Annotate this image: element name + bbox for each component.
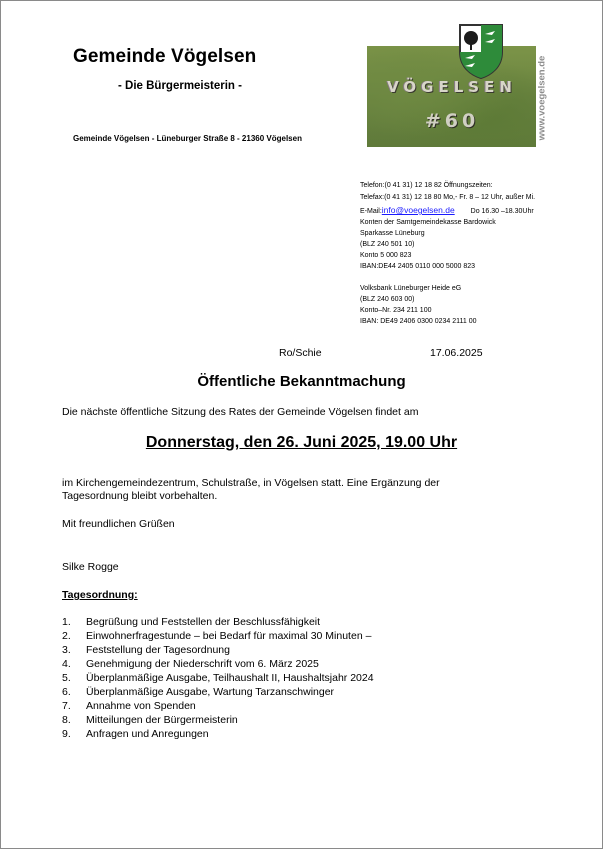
website-text: www.voegelsen.de (536, 55, 548, 141)
agenda-item (62, 657, 374, 671)
intro-text: Die nächste öffentliche Sitzung des Rates der Gemeinde Vögelsen findet am (62, 406, 419, 418)
agenda-item-text: Begrüßung und Feststellen der Beschlussfähigkeit (86, 616, 321, 628)
agenda-item (62, 727, 374, 741)
letter-date: 17.06.2025 (430, 347, 483, 359)
agenda-list (62, 615, 374, 741)
municipality-title: Gemeinde Vögelsen (73, 46, 257, 67)
agenda-item-number: 7. (62, 700, 71, 712)
location-text-line2: Tagesordnung bleibt vorbehalten. (62, 490, 218, 502)
bank1-line: (BLZ 240 501 10) (360, 241, 415, 248)
agenda-item-number: 8. (62, 714, 71, 726)
bank1-line: Konten der Samtgemeindekasse Bardowick (360, 219, 496, 226)
bank1-line: IBAN:DE44 2405 0110 000 5000 823 (360, 263, 476, 270)
signature-name: Silke Rogge (62, 561, 119, 573)
agenda-item-number: 3. (62, 644, 71, 656)
meeting-date: Donnerstag, den 26. Juni 2025, 19.00 Uhr (145, 434, 458, 451)
municipality-subtitle: - Die Bürgermeisterin - (118, 80, 242, 92)
email-hours: Do 16.30 –18.30Uhr (470, 208, 534, 215)
agenda-item (62, 699, 374, 713)
agenda-item-text: Feststellung der Tagesordnung (86, 644, 230, 656)
agenda-item-number: 1. (62, 616, 71, 628)
greeting-text: Mit freundlichen Grüßen (62, 518, 175, 530)
aerial-photo-logo (367, 46, 536, 147)
photo-number-text: #60 (424, 110, 480, 132)
agenda-item (62, 671, 374, 685)
location-text-line1: im Kirchengemeindezentrum, Schulstraße, in Vögelsen statt. Eine Ergänzung der (62, 477, 440, 489)
agenda-item-text: Anfragen und Anregungen (86, 728, 209, 740)
website-vertical (528, 48, 568, 148)
agenda-item-number: 4. (62, 658, 71, 670)
coat-of-arms-icon (457, 22, 505, 80)
agenda-item (62, 713, 374, 727)
agenda-item-number: 9. (62, 728, 71, 740)
bank1-line: Sparkasse Lüneburg (360, 230, 425, 237)
bank2-line: Volksbank Lüneburger Heide eG (360, 285, 462, 292)
photo-word-text: VÖGELSEN (387, 78, 517, 96)
agenda-title: Tagesordnung: (62, 589, 138, 601)
agenda-item-text: Annahme von Spenden (86, 700, 196, 712)
bank2-line: (BLZ 240 603 00) (360, 296, 415, 303)
agenda-item (62, 643, 374, 657)
email-label: E-Mail: (360, 208, 382, 215)
agenda-item (62, 685, 374, 699)
reference-sign: Ro/Schie (279, 347, 322, 359)
agenda-item-text: Überplanmäßige Ausgabe, Teilhaushalt II, Haushaltsjahr 2024 (86, 672, 374, 684)
bank1-line: Konto 5 000 823 (360, 252, 412, 259)
agenda-item-text: Einwohnerfragestunde – bei Bedarf für maximal 30 Minuten – (86, 630, 372, 642)
agenda-item-text: Genehmigung der Niederschrift vom 6. März 2025 (86, 658, 319, 670)
agenda-item-text: Mitteilungen der Bürgermeisterin (86, 714, 238, 726)
agenda-item (62, 615, 374, 629)
contact-fax: Telefax:(0 41 31) 12 18 80 Mo,- Fr. 8 – 12 Uhr, außer Mi. (360, 194, 536, 201)
agenda-item-text: Überplanmäßige Ausgabe, Wartung Tarzanschwinger (86, 686, 335, 698)
sender-address: Gemeinde Vögelsen - Lüneburger Straße 8 - 21360 Vögelsen (73, 134, 302, 143)
agenda-item-number: 2. (62, 630, 71, 642)
agenda-item (62, 629, 374, 643)
contact-email-row (360, 206, 534, 215)
bank2-line: IBAN: DE49 2406 0300 0234 2111 00 (360, 318, 477, 325)
contact-phone: Telefon:(0 41 31) 12 18 82 Öffnungszeiten: (360, 182, 493, 189)
agenda-item-number: 5. (62, 672, 71, 684)
page-title: Öffentliche Bekanntmachung (197, 373, 406, 390)
agenda-item-number: 6. (62, 686, 71, 698)
email-link[interactable]: info@voegelsen.de (381, 205, 455, 215)
bank2-line: Konto–Nr. 234 211 100 (360, 307, 432, 314)
